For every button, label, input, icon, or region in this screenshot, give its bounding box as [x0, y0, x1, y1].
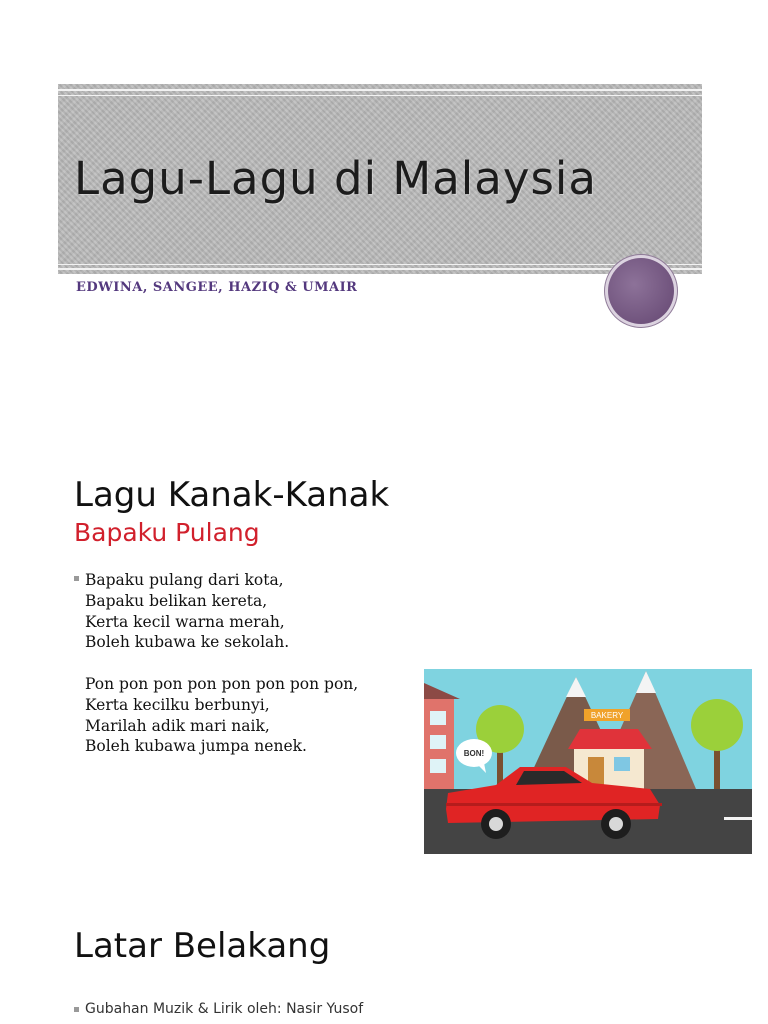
lyric-line: Boleh kubawa jumpa nenek. — [85, 737, 307, 756]
bullet-icon — [74, 1007, 79, 1012]
section-heading-latar-belakang: Latar Belakang — [74, 926, 331, 966]
lyric-line: Bapaku pulang dari kota, — [85, 571, 284, 589]
bakery-sign-text: BAKERY — [590, 711, 624, 720]
lyric-line: Boleh kubawa ke sekolah. — [85, 633, 290, 652]
song-title: Bapaku Pulang — [74, 518, 260, 547]
lyrics-block — [74, 570, 424, 757]
authors-line: EDWINA, SANGEE, HAZIQ & UMAIR — [76, 280, 358, 295]
speech-bubble-text: BON! — [463, 749, 485, 758]
credit-line — [74, 1001, 363, 1017]
banner-rule — [58, 268, 702, 270]
title-banner — [58, 84, 702, 274]
credit-text: Gubahan Muzik & Lirik oleh: Nasir Yusof — [85, 1001, 364, 1017]
car-illustration — [424, 669, 752, 854]
decorative-circle — [608, 258, 674, 324]
section-heading-lagu-kanak: Lagu Kanak-Kanak — [74, 475, 390, 515]
lyric-line: Pon pon pon pon pon pon pon pon, — [85, 674, 359, 693]
lyric-line: Kerta kecil warna merah, — [85, 612, 285, 631]
banner-rule — [58, 264, 702, 265]
banner-rule — [58, 89, 702, 91]
lyric-line: Marilah adik mari naik, — [85, 716, 270, 735]
presentation-title: Lagu-Lagu di Malaysia — [74, 152, 598, 205]
bullet-icon — [74, 576, 79, 581]
banner-rule — [58, 95, 702, 96]
lyric-line: Bapaku belikan kereta, — [85, 591, 268, 610]
lyric-line: Kerta kecilku berbunyi, — [85, 695, 270, 714]
